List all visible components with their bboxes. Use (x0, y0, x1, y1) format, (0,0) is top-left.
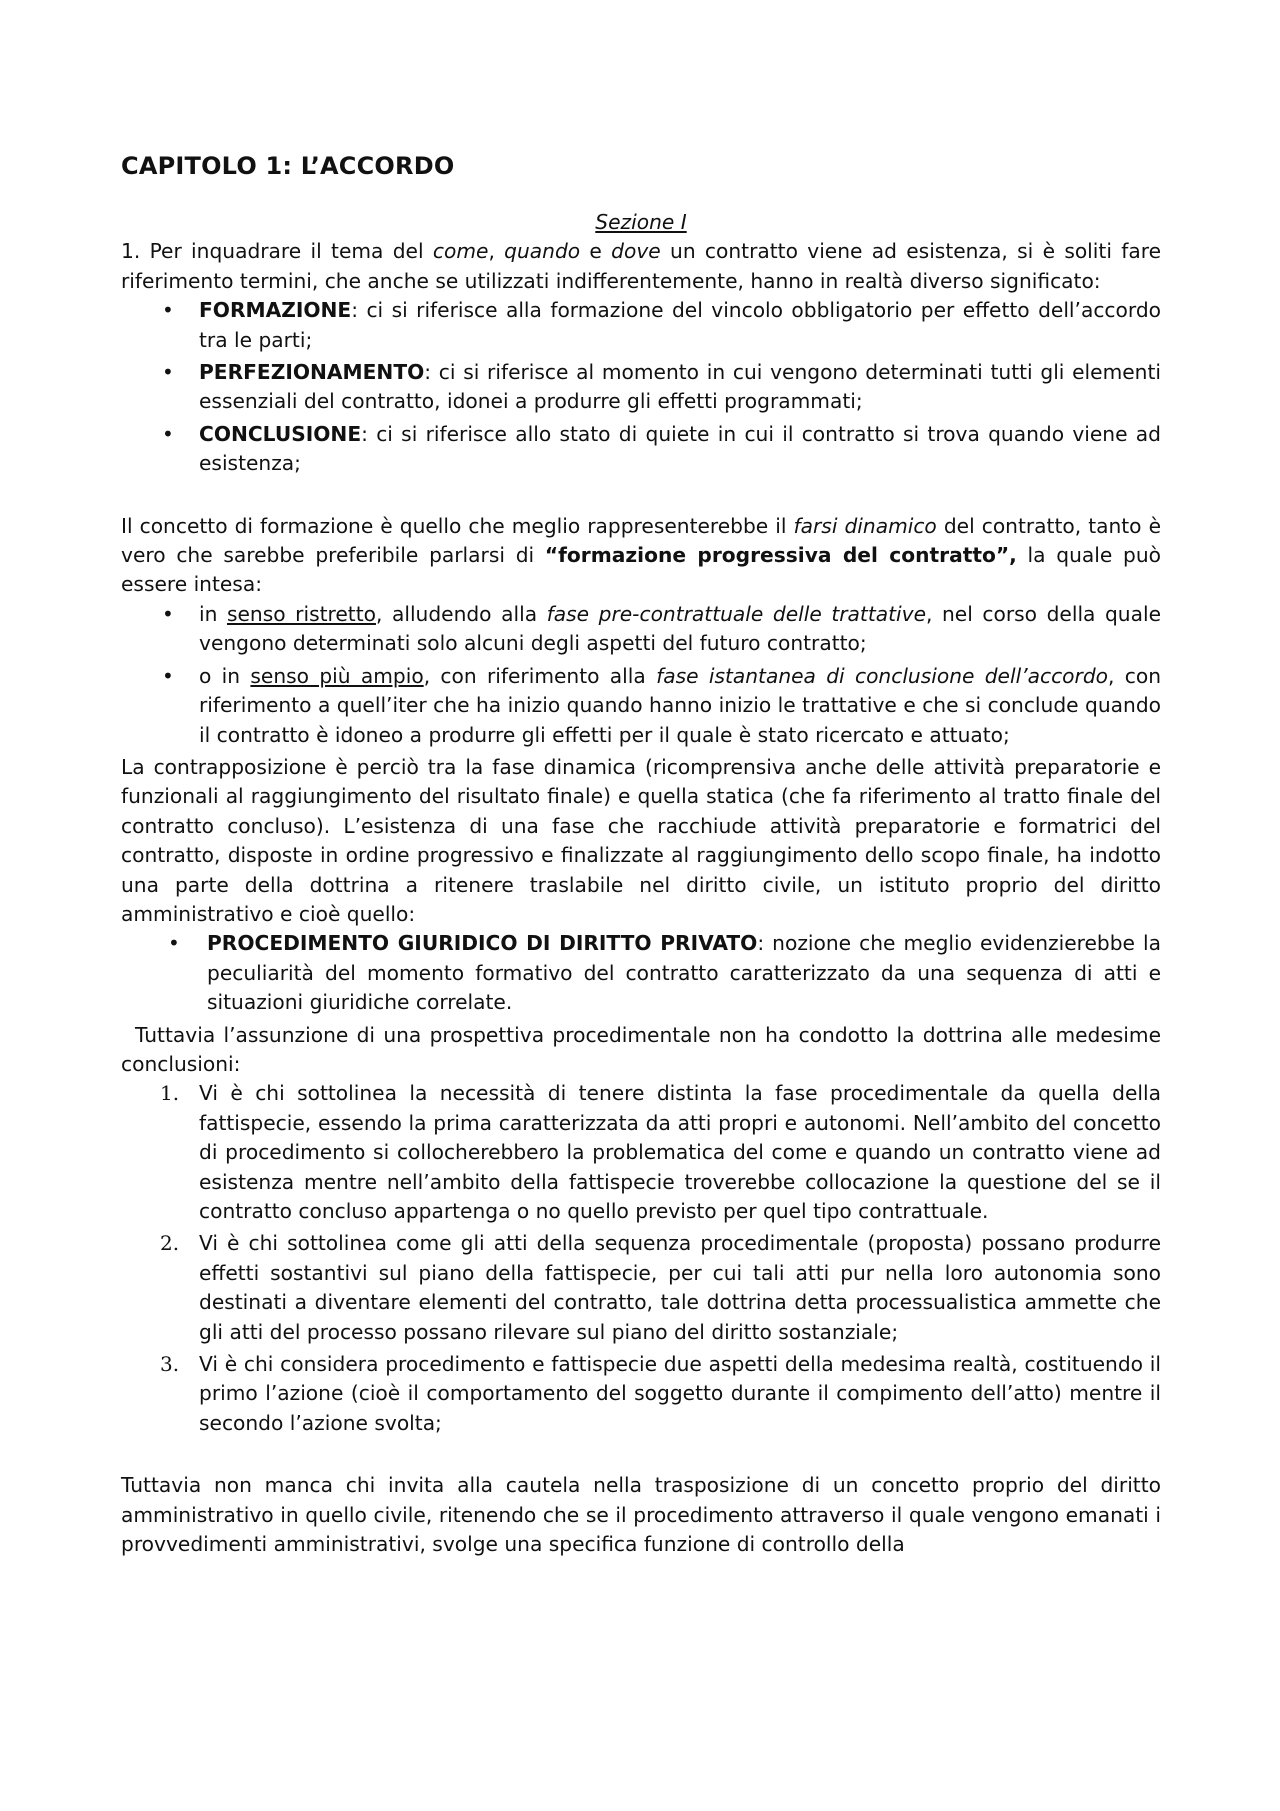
para2-bold: “formazione progressiva del contratto”, (544, 543, 1017, 568)
intro-paragraph (121, 237, 1161, 296)
formazione-paragraph (121, 512, 1161, 600)
sense-post: , nel corso della quale vengono determinati solo alcuni degli aspetti del futuro contratto; (199, 601, 1161, 656)
chapter-title: CAPITOLO 1: L’ACCORDO (121, 152, 455, 180)
list-item (160, 1350, 1161, 1438)
sense-pre: o in (199, 663, 251, 688)
intro-text-4: un contratto viene ad esistenza, si è soliti fare riferimento termini, che anche se utilizzati indifferentemente, hanno in realtà diverso significato: (121, 239, 1161, 293)
sense-pre: in (199, 601, 227, 626)
para2-text-1: Il concetto di formazione è quello che meglio rappresenterebbe il (121, 513, 794, 538)
term-formazione: FORMAZIONE (199, 298, 352, 323)
intro-text-3: e (580, 239, 612, 264)
list-item (199, 358, 1161, 417)
sense-post: , con riferimento a quell’iter che ha inizio quando hanno inizio le trattative e che si conclude quando il contratto è idoneo a produrre gli effetti per il quale è stato ricercato e attuato; (199, 663, 1161, 747)
senses-list (121, 600, 1161, 750)
sense-underlined: senso più ampio (250, 663, 424, 688)
list-item (199, 420, 1161, 479)
term-definition: : ci si riferisce allo stato di quiete in cui il contratto si trova quando viene ad esistenza; (199, 421, 1161, 476)
view-text: Vi è chi sottolinea la necessità di tenere distinta la fase procedimentale da quella della fattispecie, essendo la prima caratterizzata da atti propri e autonomi. Nell’ambito del concetto di procedimento si collocherebbero la problematica del come e quando un contratto viene ad esistenza mentre nell’ambito della fattispecie troverebbe collocazione la questione del se il contratto concluso appartenga o no quello previsto per quel tipo contrattuale. (199, 1081, 1161, 1223)
intro-text-1: 1. Per inquadrare il tema del (121, 239, 433, 264)
view-text: Vi è chi considera procedimento e fattispecie due aspetti della medesima realtà, costituendo il primo l’azione (cioè il comportamento del soggetto durante il compimento dell’atto) mentre il secondo l’azione svolta; (199, 1352, 1161, 1435)
view-text: Vi è chi sottolinea come gli atti della sequenza procedimentale (proposta) possano produrre effetti sostantivi sul piano della fattispecie, per cui tali atti pur nella loro autonomia sono destinati a diventare elementi del contratto, tale dottrina detta processualistica ammette che gli atti del processo possano rilevare sul piano del diritto sostanziale; (199, 1231, 1161, 1344)
spacer (121, 482, 1161, 512)
views-list (121, 1079, 1161, 1438)
list-item (199, 662, 1161, 750)
para2-text-2: del contratto, tanto è vero che sarebbe preferibile parlarsi di (121, 513, 1161, 568)
spacer (121, 1441, 1161, 1471)
list-item (160, 1079, 1161, 1226)
sense-mid: , alludendo alla (375, 601, 547, 626)
term-definition: : ci si riferisce alla formazione del vincolo obbligatorio per effetto dell’accordo tra le parti; (199, 298, 1161, 352)
sense-italic: fase istantanea di conclusione dell’accordo (656, 663, 1108, 688)
sense-mid: , con riferimento alla (423, 663, 657, 688)
terms-list (121, 296, 1161, 478)
tuttavia-paragraph: Tuttavia l’assunzione di una prospettiva procedimentale non ha condotto la dottrina alle medesime conclusioni: (121, 1022, 1161, 1076)
intro-italic-dove: dove (611, 239, 661, 264)
cautela-paragraph: Tuttavia non manca chi invita alla cautela nella trasposizione di un concetto proprio del diritto amministrativo in quello civile, ritenendo che se il procedimento attraverso il quale vengono emanati i provvedimenti amministrativi, svolge una specifica funzione di controllo della (121, 1473, 1161, 1557)
term-conclusione: CONCLUSIONE (199, 421, 362, 446)
intro-text-2: , (488, 239, 505, 264)
list-item (207, 929, 1161, 1017)
list-item (160, 1229, 1161, 1347)
sense-underlined: senso ristretto (226, 601, 376, 626)
section-heading-wrap (121, 208, 1161, 237)
list-item (199, 600, 1161, 659)
list-number: 2. (160, 1231, 180, 1256)
contrapposizione-paragraph: La contrapposizione è perciò tra la fase dinamica (ricomprensiva anche delle attività preparatorie e funzionali al raggiungimento del risultato finale) e quella statica (che fa riferimento al tratto finale del contratto concluso). L’esistenza di una fase che racchiude attività preparatorie e formatrici del contratto, disposte in ordine progressivo e finalizzate al raggiungimento dello scopo finale, ha indotto una parte della dottrina a ritenere traslabile nel diritto civile, un istituto proprio del diritto amministrativo e cioè quello: (121, 754, 1161, 926)
list-number: 3. (160, 1352, 180, 1377)
list-item (199, 296, 1161, 355)
intro-italic-come: come (432, 239, 489, 264)
term-definition: : ci si riferisce al momento in cui vengono determinati tutti gli elementi essenziali del contratto, idonei a produrre gli effetti programmati; (199, 360, 1161, 414)
sense-italic: fase pre-contrattuale delle trattative (546, 601, 927, 626)
term-definition: : nozione che meglio evidenzierebbe la peculiarità del momento formativo del contratto caratterizzato da una sequenza di atti e situazioni giuridiche correlate. (207, 931, 1161, 1015)
section-heading: Sezione I (595, 210, 687, 234)
procedimento-list (121, 929, 1161, 1017)
list-number: 1. (160, 1081, 180, 1106)
term-perfezionamento: PERFEZIONAMENTO (199, 360, 425, 385)
term-procedimento: PROCEDIMENTO GIURIDICO DI DIRITTO PRIVATO (207, 931, 758, 956)
para2-italic: farsi dinamico (793, 513, 937, 538)
para2-text-3: la quale può essere intesa: (121, 543, 1161, 597)
intro-italic-quando: quando (504, 239, 581, 264)
